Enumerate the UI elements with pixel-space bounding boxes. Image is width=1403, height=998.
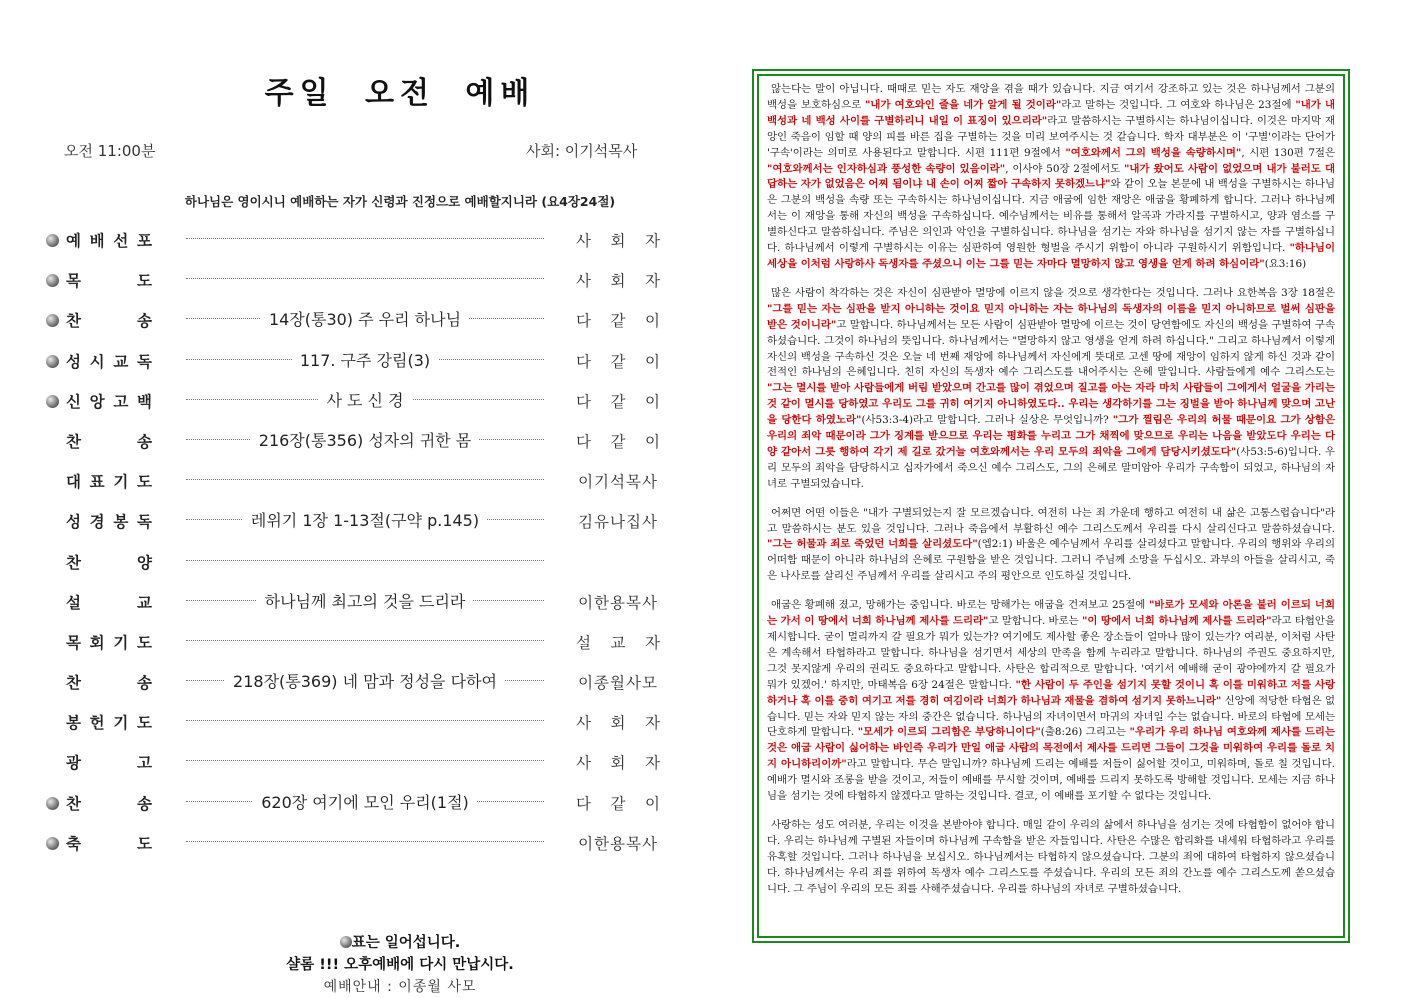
standing-note — [40, 932, 760, 954]
order-item-leader: 김유나집사 — [578, 513, 658, 532]
order-item-label: 찬 양 — [66, 553, 152, 572]
order-item-leader: 이기석목사 — [578, 473, 658, 492]
sermon-text: 라고 말씀하시는 구별하시는 하나님이십니다. 이것은 마지막 재앙인 죽음이 임할 때 양의 피를 바른 집을 구별하는 것을 미리 보여주시는 것 같습니다. 학자 대부분은 이 '구별'이라는 단어가 '구속'이라는 의미로 사용된다고 말합니다. 시편 111편 9절에서 — [767, 114, 1336, 159]
order-row — [46, 426, 706, 466]
standing-bullet-icon — [340, 936, 352, 948]
sermon-text: 신앙에 적당한 타협은 없습니다. 믿는 자와 믿지 않는 자의 중간은 없습니다. 하나님의 자녀이면서 마귀의 자녀일 수는 없습니다. 바로의 타협에 모세는 단호하게 말합니다. — [767, 694, 1335, 739]
order-item-label: 찬 송 — [66, 312, 152, 331]
order-item-leader: 다 같 이 — [576, 352, 660, 371]
order-row — [46, 506, 706, 546]
sermon-text: 와 같이 오늘 본문에 내 백성을 구별하시는 하나님은 그분의 백성을 속량 또는 구속하시는 하나님이십니다. 지금 애굽에 임한 재앙은 애굽을 황폐하게 합니다. 그러나 하나님께서는 이 재앙을 통해 자신의 백성을 구속하십니다. 예수님께서는 비유를 통해서 알곡과 가라지를 구별하시고, 양과 염소를 구별하신다고 말씀하십니다. 주님은 의인과 악인을 구별하십니다. 하나님을 섬기는 자와 하나님을 섬기지 않는 자를 구별하십니다. 하나님께서 이렇게 구별하시는 이유는 심판하여 영원한 형벌을 주시기 위함이 아니라 구원하시기 위함입니다. — [767, 178, 1335, 255]
order-item-label: 신 앙 고 백 — [66, 392, 152, 411]
order-item-label: 성 시 교 독 — [66, 352, 152, 371]
order-item-label: 광 고 — [66, 754, 152, 773]
stand-bullet-icon — [46, 274, 59, 287]
dotted-leader — [186, 841, 544, 842]
order-item-leader: 다 같 이 — [576, 794, 660, 813]
order-row — [46, 265, 706, 305]
sermon-text: 않는다는 말이 아닙니다. 때때로 믿는 자도 재앙을 겪을 때가 있습니다. 지금 여기서 강조하고 있는 것은 하나님께서 그분의 백성을 보호하심으로 — [767, 83, 1335, 111]
scripture-quote: "그는 멸시를 받아 사람들에게 버림 받았으며 간고를 많이 겪었으며 질고를 아는 자라 마치 사람들이 그에게서 얼굴을 가리는 것 같이 멸시를 당하였고 우리도 그를 귀히 여기지 아니하였도다.. 우리는 생각하기를 그는 징벌을 받아 하나님께 맞으며 고난을 당한다 하였노라" — [767, 382, 1335, 427]
order-item-content-wrap — [186, 307, 544, 330]
sermon-text: (엡2:1) 바울은 예수님께서 우리를 살리셨다고 말합니다. 우리의 행위와 우리의 어떠함 때문이 아니라 하나님의 은혜로 구원함을 받은 것입니다. 그러니 주님께 소망을 두십시오. 과부의 아들을 살리시고, 죽은 나사로를 살리신 주님께서 우리를 살리시고 주의 평안으로 인도하실 것입니다. — [767, 538, 1335, 583]
order-item-label: 찬 송 — [66, 432, 152, 451]
standing-note-text: 표는 일어섭니다. — [351, 935, 461, 951]
bulletin-panel — [40, 60, 680, 995]
order-row — [46, 346, 706, 386]
greeting-text: 샬롬 !!! 오후예배에 다시 만납시다. — [286, 957, 514, 973]
sermon-text: 애굽은 황폐해 졌고, 망해가는 중입니다. 바로는 망해가는 애굽을 건져보고 25절에 — [771, 599, 1149, 612]
scripture-quote: "그가 찔림은 우리의 허물 때문이요 그가 상함은 우리의 죄악 때문이라 그가 징계를 받으므로 우리는 평화를 누리고 그가 채찍에 맞으므로 우리는 나음을 받았도다 우리는 다 양 같아서 그릇 행하여 각기 제 길로 갔거늘 여호와께서는 우리 모두의 죄악을 그에게 담당시키셨도다" — [767, 414, 1336, 458]
page-title: 주일 오전 예배 — [264, 76, 536, 111]
order-item-content: 620장 여기에 모인 우리(1절) — [253, 793, 477, 812]
service-guide: 예배안내 : 이종월 사모 — [323, 979, 477, 995]
sermon-text-box — [752, 69, 1350, 943]
stand-bullet-icon — [46, 837, 59, 850]
order-item-leader: 다 같 이 — [576, 312, 660, 331]
order-item-label: 목 도 — [66, 272, 152, 291]
order-row — [46, 547, 706, 587]
dotted-leader — [186, 238, 544, 239]
order-item-leader: 다 같 이 — [576, 432, 660, 451]
scripture-quote: "한 사람이 두 주인을 섬기지 못할 것이니 혹 이를 미워하고 저를 사랑하거나 혹 이를 중히 여기고 저를 경히 여김이라 너희가 하나님과 재물을 겸하여 섬기지 못하느니라" — [767, 678, 1335, 707]
scripture-quote: "그를 믿는 자는 심판을 받지 아니하는 것이요 믿지 아니하는 자는 하나님의 독생자의 이름을 믿지 아니하므로 벌써 심판을 받은 것이니라" — [767, 302, 1335, 331]
dotted-leader — [186, 479, 544, 480]
scripture-quote: "내가 왔어도 사람이 없었으며 내가 불러도 대답하는 자가 없었음은 어찌 됨이냐 내 손이 어찌 짧아 구속하지 못하겠느냐" — [767, 162, 1335, 191]
order-item-content: 216장(통356) 성자의 귀한 몸 — [251, 431, 479, 450]
order-item-label: 목 회 기 도 — [66, 633, 152, 652]
order-item-label: 봉 헌 기 도 — [66, 714, 152, 733]
theme-verse: 하나님은 영이시니 예배하는 자가 신령과 진정으로 예배할지니라 (요4장24절) — [184, 194, 616, 209]
order-item-content-wrap — [186, 669, 544, 692]
sermon-text: 라고 말합니다. 무슨 말입니까? 하나님께 드리는 예배를 저들이 싫어할 것이고, 미워하며, 돌로 칠 것입니다. 예배가 멸시와 조롱을 받을 것이고, 저들이 예배를 무시할 것이며, 예배를 드리지 못하도록 방해할 것입니다. 모세는 지금 하나님을 섬기는 것에 타협하지 않겠다고 말하는 것입니다. 결코, 이 예배를 포기할 수 없다는 것입니다. — [767, 758, 1335, 803]
dotted-leader — [186, 278, 544, 279]
sermon-text: 라고 타협안을 제시합니다. 굳이 멀리까지 갈 필요가 뭐가 있는가? 여기에도 제사할 좋은 장소들이 얼마나 많이 있는가? 여리분, 이처럼 사탄은 계속해서 타협하라고 말합니다. 하나님을 섬기면서 세상의 만족을 함께 누리라고 말합니다. 하나님의 주권도 중요하지만, 그것 못지않게 우리의 권리도 중요하다고 말합니다. 사탄은 합리적으로 말합니다. '여기서 예배해 굳이 광야에까지 갈 필요가 뭐가 있겠어.' 하지만, 마태복음 6장 24절은 말합니다. — [767, 615, 1336, 691]
sermon-text: 많은 사람이 착각하는 것은 자신이 심판받아 멸망에 이르지 않을 것으로 생각한다는 것입니다. 그러나 요한복음 3장 18절은 — [771, 286, 1335, 299]
order-row — [46, 788, 706, 828]
order-item-leader: 이종월사모 — [578, 674, 658, 693]
order-item-leader: 사 회 자 — [576, 272, 660, 291]
order-item-leader: 사 회 자 — [576, 714, 660, 733]
scripture-quote: "내가 여호와인 줄을 네가 알게 될 것이라" — [865, 98, 1062, 111]
order-item-leader: 이한용목사 — [578, 593, 658, 612]
scripture-quote: "바로가 모세와 아론을 불러 이르되 너희는 가서 이 땅에서 너희 하나님께 제사를 드리라" — [767, 599, 1335, 628]
sermon-text: 라고 말하는 것입니다. 그 여호와 하나님은 23절에 — [1061, 98, 1296, 111]
order-item-content-wrap — [186, 589, 544, 612]
sermon-text: (사53:3-4)라고 말합니다. 그러나 실상은 무엇입니까? — [861, 414, 1113, 427]
order-item-content: 하나님께 최고의 것을 드리라 — [257, 592, 474, 611]
order-item-label: 설 교 — [66, 593, 152, 612]
order-item-content: 117. 구주 강림(3) — [292, 351, 438, 370]
stand-bullet-icon — [46, 355, 59, 368]
order-item-content-wrap — [186, 348, 544, 371]
order-row — [46, 747, 706, 787]
dotted-leader — [186, 640, 544, 641]
order-row — [46, 587, 706, 627]
bulletin-footer — [40, 932, 760, 998]
order-item-label: 찬 송 — [66, 674, 152, 693]
order-item-label: 대 표 기 도 — [66, 473, 152, 492]
scripture-quote: "여호와께서는 인자하심과 풍성한 속량이 있음이라" — [767, 162, 1006, 175]
order-item-content-wrap — [186, 790, 544, 813]
sermon-paragraph — [767, 286, 1335, 493]
service-time: 오전 11:00분 — [64, 142, 156, 160]
order-row — [46, 305, 706, 345]
dotted-leader — [186, 760, 544, 761]
sermon-paragraph — [767, 82, 1335, 273]
sermon-paragraph — [767, 598, 1335, 805]
stand-bullet-icon — [46, 234, 59, 247]
sermon-text: 사랑하는 성도 여러분, 우리는 이것을 본받아야 합니다. 매일 같이 우리의 삶에서 하나님을 섬기는 것에 타협함이 없어야 합니다. 우리는 하나님께 구별된 자들이며 하나님께 구속함을 받은 자들입니다. 사탄은 수많은 합리화를 내세워 타협하라고 우리를 유혹할 것입니다. 그러나 하나님을 보십시오. 하나님께서는 타협하지 않으셨습니다. 그분의 죄에 대하여 타협하지 않으셨습니다. 하나님께서는 우리 죄를 위하여 독생자 예수 그리스도를 주셨습니다. 우리의 모든 죄의 간노를 예수 그리스도께 쏟으셨습니다. 그 주님이 우리의 모든 죄를 사해주셨습니다. 우리를 하나님의 자녀로 구별하셨습니다. — [767, 818, 1335, 895]
stand-bullet-icon — [46, 797, 59, 810]
sermon-text: 고 말합니다. 하나님께서는 모든 사람이 심판받아 멸망에 이르는 것이 당연함에도 자신의 백성을 구별하여 구속하셨습니다. 그것이 하나님의 뜻입니다. 하나님께서는 "멸망하지 않고 영생을 얻게 하려 하십니다." 그리고 하나님께서 이렇게 자신의 백성을 구속하신 것은 오늘 네 번째 재앙에 하나님께서 자신에게 뜻대로 고센 땅에 재앙이 임하지 않게 하신 것과 같이 전적인 하나님의 은혜입니다. 친히 자신의 독생자 예수 그리스도를 내어주시는 은혜 말입니다. 사람들에게 예수 그리스도는 — [767, 318, 1335, 379]
order-row — [46, 466, 706, 506]
order-item-leader: 이한용목사 — [578, 834, 658, 853]
sermon-text: (사53:5-6)입니다. 우리 모두의 죄악을 담당하시고 십자가에서 죽으신 예수 그리스도, 그의 은혜로 말미암아 우리가 구속함이 되었고, 하나님의 자녀로 구별되었습니다. — [767, 445, 1335, 490]
scripture-quote: "이 땅에서 너희 하나님께 제사를 드리라" — [1081, 615, 1272, 628]
sermon-text: 고 말합니다. 바로는 — [988, 615, 1082, 628]
scripture-quote: "모세가 이르되 그리함은 부당하니이다" — [857, 726, 1041, 739]
scripture-quote: "여호와께서 그의 백성을 속량하시며" — [1065, 146, 1242, 159]
order-row — [46, 828, 706, 868]
sermon-paragraph — [767, 506, 1335, 586]
dotted-leader — [186, 560, 544, 561]
order-item-content-wrap — [186, 388, 544, 411]
stand-bullet-icon — [46, 395, 59, 408]
order-row — [46, 225, 706, 265]
order-item-content-wrap — [186, 428, 544, 451]
stand-bullet-icon — [46, 314, 59, 327]
order-item-leader: 다 같 이 — [576, 392, 660, 411]
order-item-content: 14장(통30) 주 우리 하나님 — [261, 310, 469, 329]
scripture-quote: "그는 허물과 죄로 죽었던 너희를 살리셨도다" — [767, 538, 978, 551]
order-item-content: 218장(통369) 네 맘과 정성을 다하여 — [225, 672, 505, 691]
sermon-paragraph — [767, 818, 1335, 898]
order-row — [46, 627, 706, 667]
scripture-quote: "우리가 우리 하나님 여호와께 제사를 드리는 것은 애굽 사람이 싫어하는 바인즉 우리가 만일 애굽 사람의 목전에서 제사를 드리면 그들이 그것을 미워하여 우리를 돌로 치지 아니하리이까" — [767, 726, 1336, 771]
dotted-leader — [186, 720, 544, 721]
order-item-label: 성 경 봉 독 — [66, 513, 152, 532]
order-item-leader: 설 교 자 — [576, 633, 660, 652]
order-item-content-wrap — [186, 508, 544, 531]
scripture-quote: "하나님이 세상을 이처럼 사랑하사 독생자를 주셨으니 이는 그를 믿는 자마다 멸망하지 않고 영생을 얻게 하려 하심이라" — [767, 242, 1335, 270]
sermon-text: (출8:26) 그리고는 — [1040, 726, 1130, 739]
scripture-quote: "내가 내 백성과 네 백성 사이를 구별하리니 내일 이 표징이 있으리라" — [767, 98, 1335, 127]
order-row — [46, 667, 706, 707]
order-item-label: 찬 송 — [66, 794, 152, 813]
sermon-text: 어쩌면 어떤 이들은 "내가 구별되었는지 잘 모르겠습니다. 여전히 나는 죄 가운데 행하고 여전히 내 삶은 고통스럽습니다"라고 말씀하시는 분도 있을 것입니다. 그러나 죽음에서 부활하신 예수 그리스도께서 우리를 다시 살리신다고 말씀하셨습니다. — [767, 506, 1335, 535]
sermon-text: , 시편 130편 7절은 — [1241, 146, 1336, 159]
order-item-content: 레위기 1장 1-13절(구약 p.145) — [243, 511, 487, 530]
order-row — [46, 386, 706, 426]
order-row — [46, 707, 706, 747]
order-of-worship — [46, 225, 706, 868]
sermon-text: (요3:16) — [1264, 257, 1307, 270]
order-item-label: 예 배 선 포 — [66, 232, 152, 250]
order-item-leader: 사 회 자 — [576, 232, 660, 250]
sermon-text: , 이사야 50장 2절에서도 — [1005, 162, 1124, 175]
service-host: 사회: 이기석목사 — [526, 142, 638, 160]
order-item-leader: 사 회 자 — [576, 754, 660, 773]
order-item-label: 축 도 — [66, 834, 152, 853]
order-item-content: 사 도 신 경 — [318, 391, 411, 410]
